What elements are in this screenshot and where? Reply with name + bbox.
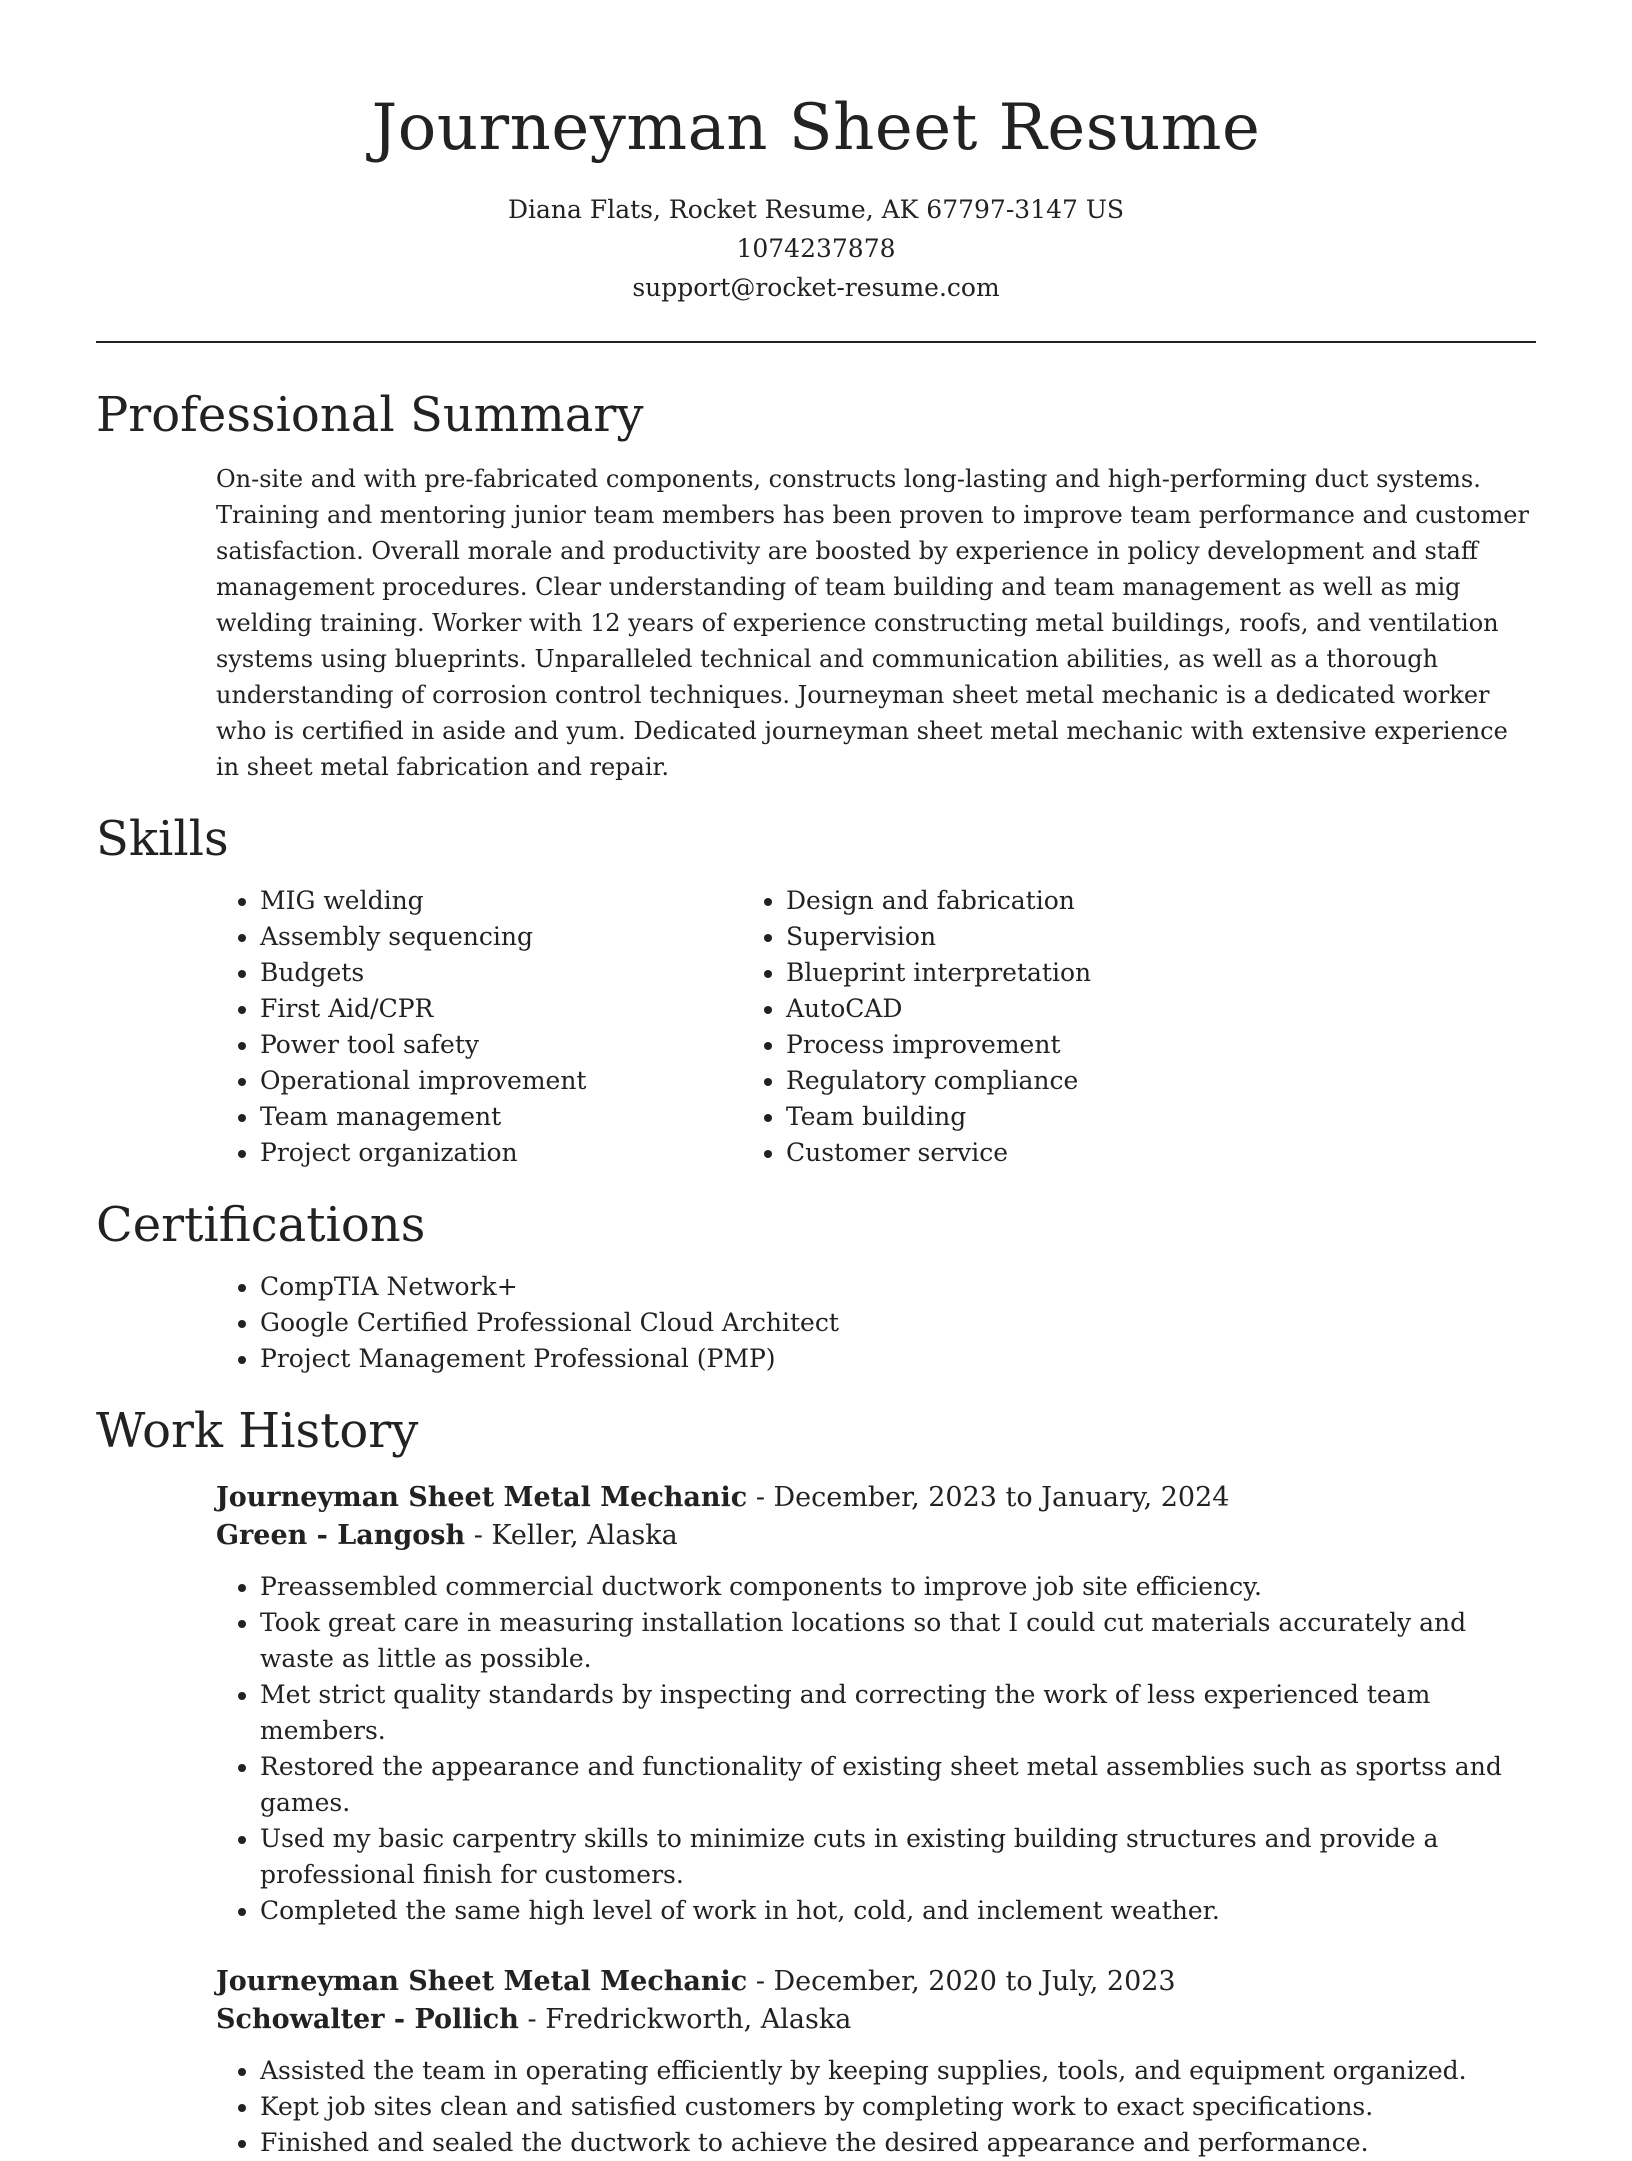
job-dates: December, 2023 to January, 2024 — [773, 1482, 1230, 1513]
skill-item: • Project organization — [260, 1135, 746, 1171]
skill-item: • Process improvement — [786, 1027, 1536, 1063]
certifications-list — [96, 1269, 1536, 1377]
skill-item: • Blueprint interpretation — [786, 955, 1536, 991]
summary-section — [96, 385, 1536, 785]
skill-item: • MIG welding — [260, 883, 746, 919]
certifications-heading: Certifications — [96, 1197, 426, 1253]
job-bullet: • Used my basic carpentry skills to minimize cuts in existing building structures and provide a professional finish for customers. — [260, 1821, 1536, 1893]
skill-item: • Team building — [786, 1099, 1536, 1135]
work-history-section — [96, 1401, 1536, 2161]
job-location: Keller, Alaska — [491, 1520, 678, 1551]
job-bullet: • Preassembled commercial ductwork components to improve job site efficiency. — [260, 1569, 1536, 1605]
job-bullet: • Met strict quality standards by inspecting and correcting the work of less experienced team members. — [260, 1677, 1536, 1749]
work-history-heading: Work History — [96, 1403, 419, 1459]
skills-columns — [96, 883, 1536, 1171]
separator: - — [465, 1520, 492, 1551]
separator: - — [747, 1482, 774, 1513]
resume-title: Journeyman Sheet Resume — [371, 91, 1261, 165]
job-entry — [216, 1479, 1536, 1929]
job-location: Fredrickworth, Alaska — [545, 2004, 852, 2035]
summary-heading: Professional Summary — [96, 387, 644, 443]
job-bullet: • Kept job sites clean and satisfied customers by completing work to exact specifications. — [260, 2089, 1536, 2125]
certification-item: • Google Certified Professional Cloud Architect — [260, 1305, 1536, 1341]
contact-block — [96, 190, 1536, 307]
job-dates: December, 2020 to July, 2023 — [773, 1966, 1176, 1997]
separator: - — [518, 2004, 546, 2035]
contact-email: support@rocket-resume.com — [632, 273, 1000, 302]
skill-item: • Regulatory compliance — [786, 1063, 1536, 1099]
skill-item: • Operational improvement — [260, 1063, 746, 1099]
job-bullets — [216, 1569, 1536, 1929]
certification-item: • Project Management Professional (PMP) — [260, 1341, 1536, 1377]
job-bullet: • Finished and sealed the ductwork to achieve the desired appearance and performance. — [260, 2125, 1536, 2161]
contact-phone: 1074237878 — [736, 234, 896, 263]
skills-list-left — [96, 883, 746, 1171]
job-bullet: • Assisted the team in operating efficiently by keeping supplies, tools, and equipment organized. — [260, 2053, 1536, 2089]
skill-item: • First Aid/CPR — [260, 991, 746, 1027]
header-divider — [96, 341, 1536, 343]
job-company: Schowalter - Pollich — [216, 2004, 519, 2035]
job-company: Green - Langosh — [216, 1520, 466, 1551]
summary-text: On-site and with pre-fabricated components, constructs long-lasting and high-performing duct systems. Training and mentoring junior team members has been proven to improve team performance and customer satisfaction. Overall morale and productivity are boosted by experience in policy development and staff management procedures. Clear understanding of team building and team management as well as mig welding training. Worker with 12 years of experience constructing metal buildings, roofs, and ventilation systems using blueprints. Unparalleled technical and communication abilities, as well as a thorough understanding of corrosion control techniques. Journeyman sheet metal mechanic is a dedicated worker who is certified in aside and yum. Dedicated journeyman sheet metal mechanic with extensive experience in sheet metal fabrication and repair. — [216, 465, 1529, 781]
job-title: Journeyman Sheet Metal Mechanic — [216, 1482, 748, 1513]
skill-item: • Budgets — [260, 955, 746, 991]
job-bullet: • Restored the appearance and functionality of existing sheet metal assemblies such as sportss and games. — [260, 1749, 1536, 1821]
job-bullets — [216, 2053, 1536, 2161]
skill-item: • Power tool safety — [260, 1027, 746, 1063]
skill-item: • Design and fabrication — [786, 883, 1536, 919]
job-title-line — [216, 1963, 1536, 2001]
skill-item: • Assembly sequencing — [260, 919, 746, 955]
skills-list-right — [746, 883, 1536, 1171]
contact-address: Diana Flats, Rocket Resume, AK 67797-3147 US — [507, 195, 1125, 224]
skill-item: • AutoCAD — [786, 991, 1536, 1027]
job-bullet: • Took great care in measuring installation locations so that I could cut materials accurately and waste as little as possible. — [260, 1605, 1536, 1677]
certifications-section — [96, 1195, 1536, 1377]
skills-section — [96, 809, 1536, 1171]
separator: - — [747, 1966, 774, 1997]
skill-item: • Supervision — [786, 919, 1536, 955]
job-entry — [216, 1963, 1536, 2161]
certification-item: • CompTIA Network+ — [260, 1269, 1536, 1305]
job-company-line — [216, 2001, 1536, 2039]
job-company-line — [216, 1517, 1536, 1555]
skills-heading: Skills — [96, 811, 229, 867]
resume-page — [96, 0, 1536, 2161]
skill-item: • Team management — [260, 1099, 746, 1135]
job-title-line — [216, 1479, 1536, 1517]
job-title: Journeyman Sheet Metal Mechanic — [216, 1966, 748, 1997]
job-bullet: • Completed the same high level of work in hot, cold, and inclement weather. — [260, 1893, 1536, 1929]
skill-item: • Customer service — [786, 1135, 1536, 1171]
resume-header — [96, 0, 1536, 307]
